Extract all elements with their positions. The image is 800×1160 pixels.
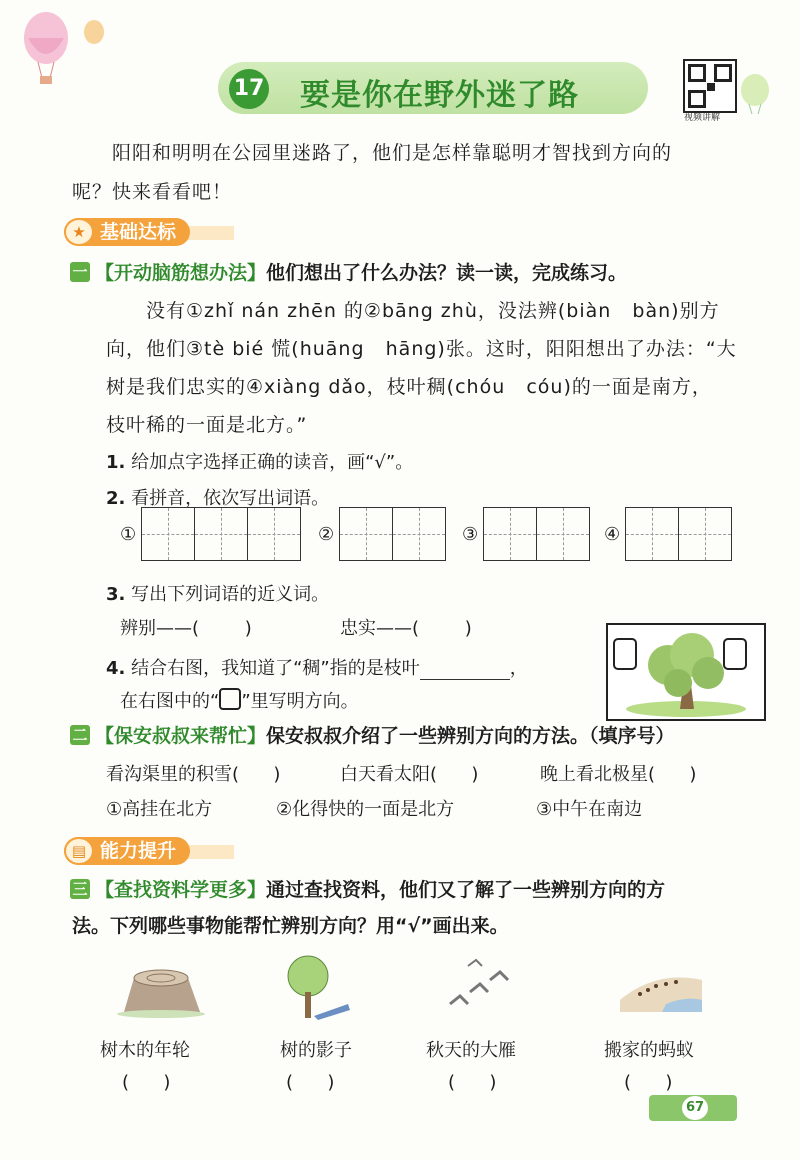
answer-blank[interactable] xyxy=(420,661,510,680)
wild-geese-icon xyxy=(440,954,520,1020)
writing-grid-1 xyxy=(120,507,301,561)
comma: ， xyxy=(509,658,528,679)
writing-grid-2 xyxy=(318,507,446,561)
option-1: ①高挂在北方 xyxy=(106,799,213,820)
writing-cell[interactable] xyxy=(483,507,537,561)
section-label: 基础达标 xyxy=(64,218,190,246)
sub-number: 1. xyxy=(106,452,126,473)
sub-question-4-line2a: 在右图中的“ xyxy=(120,691,220,712)
caption-tree-rings: 树木的年轮 xyxy=(100,1040,190,1061)
method-item-2[interactable]: 白天看太阳( ) xyxy=(340,764,479,785)
tree-stump-icon xyxy=(116,962,206,1018)
q3-tag: 【查找资料学更多】 xyxy=(95,879,267,901)
intro-line-2: 呢？快来看看吧！ xyxy=(72,181,233,203)
medal-icon: ★ xyxy=(64,218,94,246)
sub-number: 3. xyxy=(106,584,126,605)
caption-moving-ants: 搬家的蚂蚁 xyxy=(604,1040,694,1061)
grid-label: ① xyxy=(120,523,137,545)
tree-illustration-icon xyxy=(608,625,764,719)
method-item-1[interactable]: 看沟渠里的积雪( ) xyxy=(106,764,281,785)
section-label: 能力提升 xyxy=(64,837,190,865)
grid-label: ③ xyxy=(462,523,479,545)
answer-blank-2[interactable]: ( ) xyxy=(286,1072,335,1093)
q3-prompt-line1: 通过查找资料，他们又了解了一些辨别方向的方 xyxy=(266,879,666,901)
method-item-3[interactable]: 晚上看北极星( ) xyxy=(540,764,697,785)
moving-ants-icon xyxy=(616,960,706,1018)
sub-question-4-line2b: ”里写明方向。 xyxy=(241,691,359,712)
direction-box-left xyxy=(614,639,636,669)
tree-picture xyxy=(606,623,766,721)
answer-blank-4[interactable]: ( ) xyxy=(624,1072,673,1093)
writing-cell[interactable] xyxy=(247,507,301,561)
tree-shadow-icon xyxy=(278,952,358,1022)
writing-grid-4 xyxy=(604,507,732,561)
answer-blank-3[interactable]: ( ) xyxy=(448,1072,497,1093)
balloon-decoration-icon xyxy=(14,10,104,90)
passage-line-3: 树是我们忠实的④xiàng dǎo，枝叶稠(chóu cóu)的一面是南方， xyxy=(106,376,712,398)
sub-number: 2. xyxy=(106,488,126,509)
question-number-2: 二 xyxy=(70,725,90,745)
section-badge-basic xyxy=(64,218,224,248)
writing-cell[interactable] xyxy=(678,507,732,561)
writing-cell[interactable] xyxy=(625,507,679,561)
caption-wild-geese: 秋天的大雁 xyxy=(426,1040,516,1061)
option-3: ③中午在南边 xyxy=(536,799,643,820)
writing-cell[interactable] xyxy=(392,507,446,561)
section-badge-ability xyxy=(64,837,224,867)
writing-grid-3 xyxy=(462,507,590,561)
question-number-3: 三 xyxy=(70,879,90,899)
direction-box-icon xyxy=(219,688,241,710)
passage-line-1: 没有①zhǐ nán zhēn 的②bāng zhù，没法辨(biàn bàn)别方 xyxy=(146,300,720,322)
intro-line-1: 阳阳和明明在公园里迷路了，他们是怎样靠聪明才智找到方向的 xyxy=(112,142,673,164)
passage-line-2: 向，他们③tè bié 慌(huāng hāng)张。这时，阳阳想出了办法：“大 xyxy=(106,338,737,360)
balloon-decoration-icon xyxy=(735,72,775,116)
q1-tag: 【开动脑筋想办法】 xyxy=(95,262,267,284)
q1-prompt: 他们想出了什么办法？读一读，完成练习。 xyxy=(266,262,628,284)
question-number-1: 一 xyxy=(70,262,90,282)
q2-tag: 【保安叔叔来帮忙】 xyxy=(95,725,267,747)
caption-tree-shadow: 树的影子 xyxy=(280,1040,352,1061)
answer-blank-1[interactable]: ( ) xyxy=(122,1072,171,1093)
sub-question-3: 写出下列词语的近义词。 xyxy=(131,584,330,605)
writing-cell[interactable] xyxy=(339,507,393,561)
qr-caption: 视频讲解 xyxy=(684,113,721,123)
book-icon: ▤ xyxy=(64,837,94,865)
lesson-title: 要是你在野外迷了路 xyxy=(300,78,579,113)
grid-label: ④ xyxy=(604,523,621,545)
direction-box-right xyxy=(724,639,746,669)
q2-prompt: 保安叔叔介绍了一些辨别方向的方法。（填序号） xyxy=(266,725,675,747)
sub-question-1: 给加点字选择正确的读音，画“√”。 xyxy=(131,452,414,473)
sub-question-4: 结合右图，我知道了“稠”指的是枝叶 xyxy=(131,658,420,679)
q3-prompt-line2: 法。下列哪些事物能帮忙辨别方向？用“√”画出来。 xyxy=(72,915,509,937)
sub-question-2: 看拼音，依次写出词语。 xyxy=(131,488,330,509)
grid-label: ② xyxy=(318,523,335,545)
writing-cell[interactable] xyxy=(536,507,590,561)
writing-cell[interactable] xyxy=(141,507,195,561)
page-number: 67 xyxy=(682,1096,708,1120)
synonym-blank-2[interactable]: 忠实——( ) xyxy=(340,618,472,639)
sub-number: 4. xyxy=(106,658,126,679)
synonym-blank-1[interactable]: 辨别——( ) xyxy=(120,618,252,639)
qr-code-icon[interactable] xyxy=(683,59,737,113)
passage-line-4: 枝叶稀的一面是北方。” xyxy=(106,414,308,436)
writing-cell[interactable] xyxy=(194,507,248,561)
option-2: ②化得快的一面是北方 xyxy=(276,799,455,820)
lesson-number: 17 xyxy=(229,69,269,109)
